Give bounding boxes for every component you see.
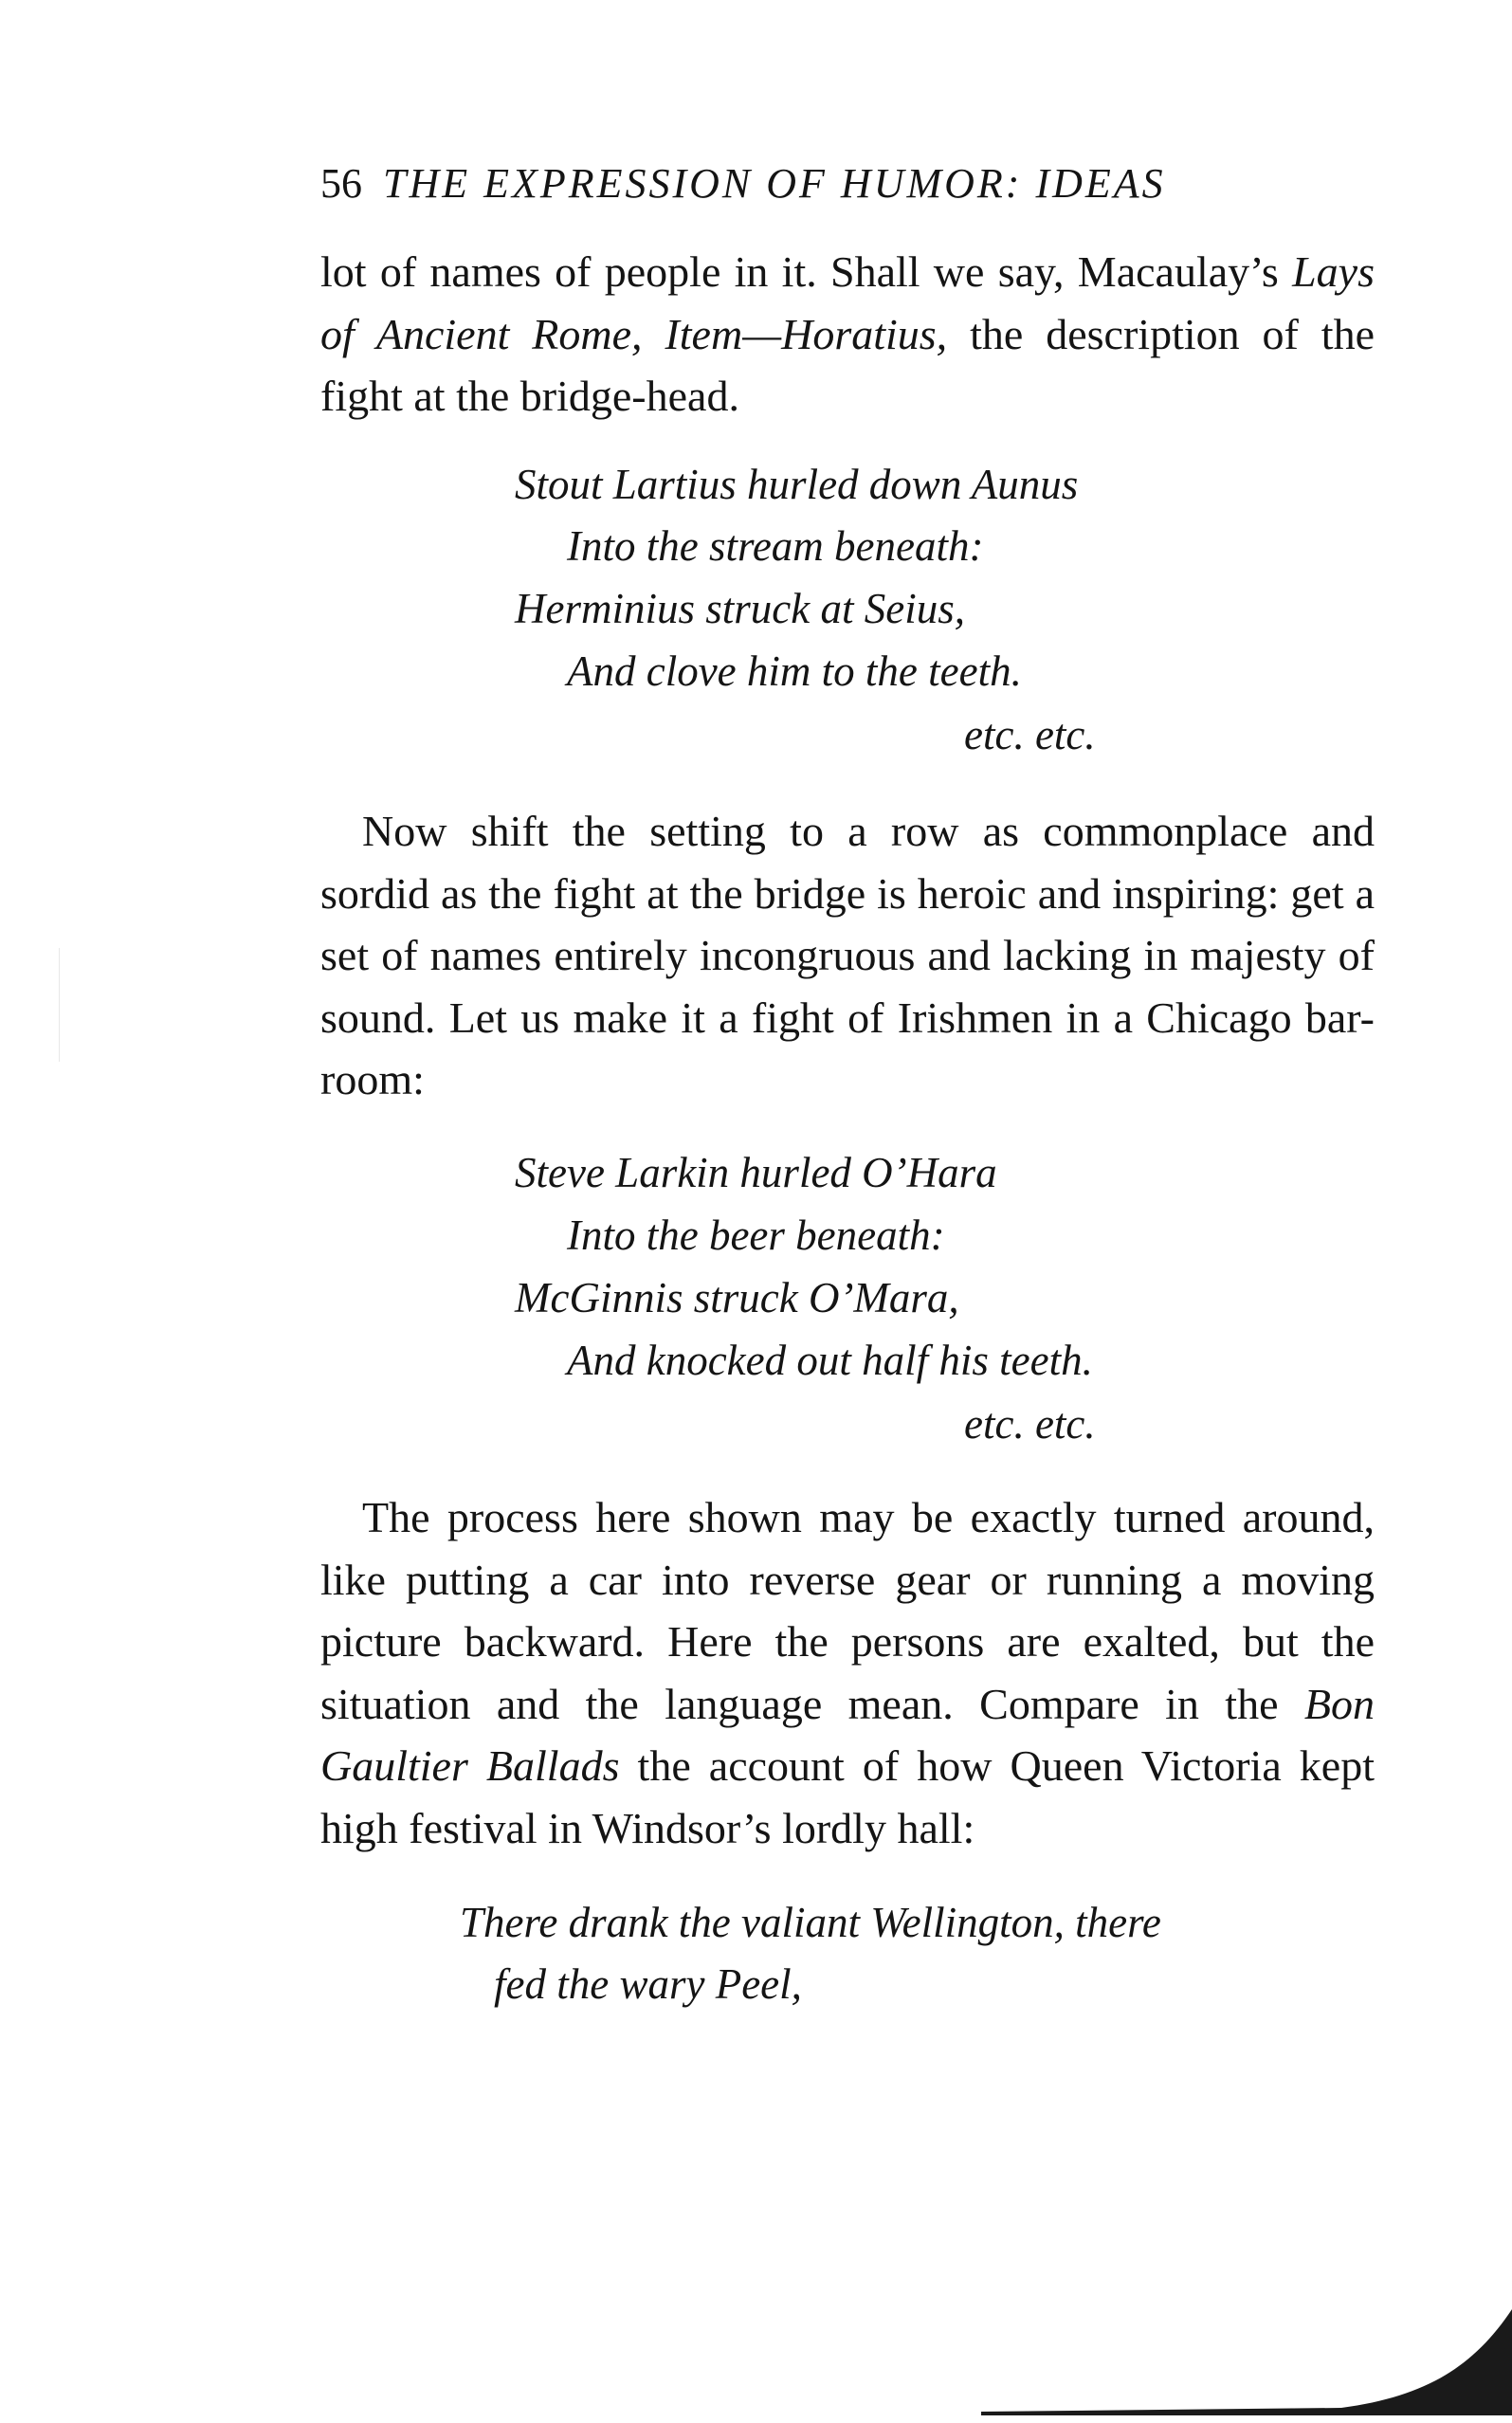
- scan-gutter-mark: [59, 948, 60, 1062]
- paragraph-2: [320, 800, 1375, 1111]
- verse-line: There drank the valiant Wellington, there: [460, 1899, 1161, 1946]
- paragraph-1: [320, 241, 1375, 428]
- paragraph-3-text-a: The process here shown may be exactly turned around, like putting a car into reverse gear or running a moving picture backward. Here the persons are exalted, but the situation and the language mean. Compare in the: [320, 1493, 1375, 1728]
- bon-gaultier-title: Bon Gaultier Ballads: [320, 1679, 1375, 1790]
- verse-line: McGinnis struck O’Mara,: [515, 1274, 959, 1321]
- paragraph-3: [320, 1486, 1375, 1859]
- running-title: THE EXPRESSION OF HUMOR: IDEAS: [383, 160, 1166, 207]
- verse-line: And knocked out half his teeth.: [567, 1337, 1093, 1384]
- paragraph-1-text-a: lot of names of people in it. Shall we say, Macaulay’s: [320, 247, 1293, 296]
- verse-line: Steve Larkin hurled O’Hara: [515, 1149, 997, 1196]
- running-head: [320, 159, 1166, 208]
- verse-line: And clove him to the teeth.: [567, 647, 1022, 695]
- page-number: 56: [320, 160, 362, 207]
- verse-etc: etc. etc.: [964, 1400, 1096, 1448]
- verse-line: fed the wary Peel,: [494, 1960, 802, 2008]
- paragraph-3-text-b: the account of how Queen Victoria kept high festival in Windsor’s lordly hall:: [320, 1741, 1375, 1852]
- macaulay-title: Lays of Ancient Rome, Item—Horatius,: [320, 247, 1375, 358]
- verse-line: Stout Lartius hurled down Aunus: [515, 461, 1079, 508]
- verse-line: Into the beer beneath:: [567, 1212, 945, 1259]
- verse-etc: etc. etc.: [964, 711, 1096, 758]
- paragraph-1-text-b: the description of the fight at the bridge-head.: [320, 309, 1375, 420]
- page-edge-shadow: [981, 2309, 1512, 2423]
- verse-line: Herminius struck at Seius,: [515, 585, 965, 632]
- verse-line: Into the stream beneath:: [567, 522, 984, 570]
- paragraph-2-text: Now shift the setting to a row as commonplace and sordid as the fight at the bridge is heroic and inspiring: get a set of names entirely incongruous and lacking in majesty of sound. Let us make it a fight of Irishmen in a Chicago bar-room:: [320, 807, 1375, 1103]
